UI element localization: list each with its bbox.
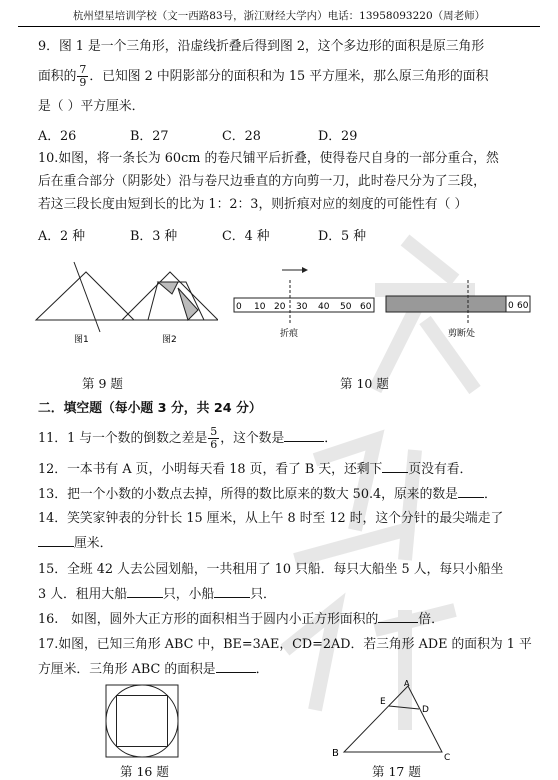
q9-fraction [77, 64, 88, 89]
q16-pre: 16. 如图，圆外大正方形的面积相当于圆内小正方形面积的 [38, 612, 379, 627]
ruler-tick-60: 60 [360, 302, 372, 312]
q9-option-a: A．26 [38, 129, 77, 144]
cut-label: 剪断处 [448, 329, 476, 339]
ruler-tick-30: 30 [296, 302, 308, 312]
q17-answer-blank[interactable] [216, 660, 256, 673]
q9-frac-den: 9 [79, 76, 87, 89]
q15-line2-c: 只． [250, 587, 276, 602]
q15-line2-b: 只，小船 [163, 587, 215, 602]
q16-line [38, 610, 540, 629]
fig2-fold-line [148, 282, 204, 320]
q9-line2-post: ．已知图 2 中阴影部分的面积和为 15 平方厘米，那么原三角形的面积 [89, 69, 489, 84]
fig1-triangle [36, 272, 134, 320]
q17-figure [320, 680, 455, 765]
page-header: 杭州望星培训学校（文一西路83号，浙江财经大学内）电话：13958093220（周老师） [18, 6, 540, 27]
inner-square [117, 696, 168, 747]
q10-option-b: B．3 种 [130, 229, 178, 244]
q13-answer-blank[interactable] [458, 485, 484, 498]
q16-figure [104, 683, 182, 761]
q9-line2-pre: 面积的 [38, 69, 77, 84]
fig1-label: 图1 [74, 335, 89, 345]
ruler-tick-20: 20 [274, 302, 286, 312]
ruler-tick-50: 50 [340, 302, 352, 312]
arrow-head [302, 267, 308, 273]
cut-ruler-tick-0: 0 [508, 301, 514, 311]
section-title: 二．填空题（每小题 3 分，共 24 分） [38, 401, 262, 416]
ruler-tick-40: 40 [318, 302, 330, 312]
fig2-label: 图2 [162, 335, 177, 345]
q9-option-c: C．28 [222, 129, 261, 144]
q11-pre: 11．1 与一个数的倒数之差是 [38, 431, 208, 446]
label-a: A [404, 680, 410, 688]
q10-line3: 若这三段长度由短到长的比为 1：2：3，则折痕对应的刻度的可能性有（ ） [38, 197, 468, 212]
q15-line2-a: 3 人．租用大船 [38, 587, 127, 602]
fold-label: 折痕 [280, 329, 299, 339]
q13-end: ． [483, 487, 497, 502]
fig2-shade-top [158, 282, 178, 294]
q15-line2 [38, 585, 540, 604]
q9-figures [28, 258, 218, 348]
segment-de [389, 706, 419, 709]
q11-end: ． [324, 431, 338, 446]
q11-fraction [208, 426, 219, 451]
q9-option-d: D．29 [318, 129, 358, 144]
q17-caption: 第 17 题 [372, 764, 421, 779]
q13-line [38, 485, 540, 504]
q12-end: 页没有看． [408, 462, 473, 477]
q14-answer-blank[interactable] [38, 534, 74, 547]
cut-ruler-tick-60: 60 [517, 301, 529, 311]
q17-line2 [38, 660, 540, 679]
q9-line2 [38, 64, 540, 89]
ruler-tick-0: 0 [236, 302, 242, 312]
fig2-triangle [122, 272, 218, 320]
q12-answer-blank[interactable] [382, 460, 408, 473]
q10-option-c: C．4 种 [222, 229, 270, 244]
q12-pre: 12．一本书有 A 页，小明每天看 18 页，看了 B 天，还剩下 [38, 462, 383, 477]
q13-pre: 13．把一个小数的小数点去掉，所得的数比原来的数大 50.4，原来的数是 [38, 487, 458, 502]
label-d: D [422, 705, 429, 715]
q14-line2 [38, 534, 540, 553]
q9-option-b: B．27 [130, 129, 169, 144]
q9-caption: 第 9 题 [82, 376, 123, 391]
q16-end: 倍． [418, 612, 444, 627]
q10-option-d: D．5 种 [318, 229, 367, 244]
q15-line1: 15．全班 42 人去公园划船，一共租用了 10 只船．每只大船坐 5 人，每只小船坐 [38, 562, 504, 577]
q9-line3: 是（ ）平方厘米． [38, 99, 145, 114]
q10-figures [230, 262, 550, 342]
cut-ruler-shaded [386, 296, 506, 312]
ruler-tick-10: 10 [254, 302, 266, 312]
q11-post: ，这个数是 [220, 431, 285, 446]
q10-caption: 第 10 题 [340, 376, 389, 391]
q16-answer-blank[interactable] [378, 610, 418, 623]
label-c: C [444, 753, 451, 763]
q9-frac-num: 7 [79, 63, 87, 76]
fig2-shade-right [178, 288, 198, 320]
q11-frac-num: 5 [210, 425, 218, 438]
q14-end: 厘米． [74, 536, 113, 551]
q10-line1: 10.如图，将一条长为 60cm 的卷尺铺平后折叠，使得卷尺自身的一部分重合，然 [38, 151, 499, 166]
q17-line2-pre: 方厘米．三角形 ABC 的面积是 [38, 662, 216, 677]
q10-option-a: A．2 种 [38, 229, 86, 244]
q15-small-boat-blank[interactable] [214, 585, 250, 598]
triangle-abc [344, 686, 442, 752]
q11-answer-blank[interactable] [284, 429, 324, 442]
q12-line [38, 460, 540, 479]
q11-frac-den: 6 [210, 438, 218, 451]
label-e: E [380, 697, 386, 707]
label-b: B [332, 748, 339, 759]
q9-line1: 9．图 1 是一个三角形，沿虚线折叠后得到图 2，这个多边形的面积是原三角形 [38, 39, 485, 54]
q16-caption: 第 16 题 [120, 764, 169, 779]
q10-line2: 后在重合部分（阴影处）沿与卷尺边垂直的方向剪一刀，此时卷尺分为了三段， [38, 174, 486, 189]
q17-line1: 17.如图，已知三角形 ABC 中，BE=3AE，CD=2AD．若三角形 ADE 的面积为 1 平 [38, 637, 532, 652]
q15-big-boat-blank[interactable] [127, 585, 163, 598]
q17-line2-end: ． [255, 662, 269, 677]
q11-line [38, 426, 540, 451]
q14-line1: 14．笑笑家钟表的分针长 15 厘米，从上午 8 时至 12 时，这个分针的最尖端走了 [38, 511, 504, 526]
